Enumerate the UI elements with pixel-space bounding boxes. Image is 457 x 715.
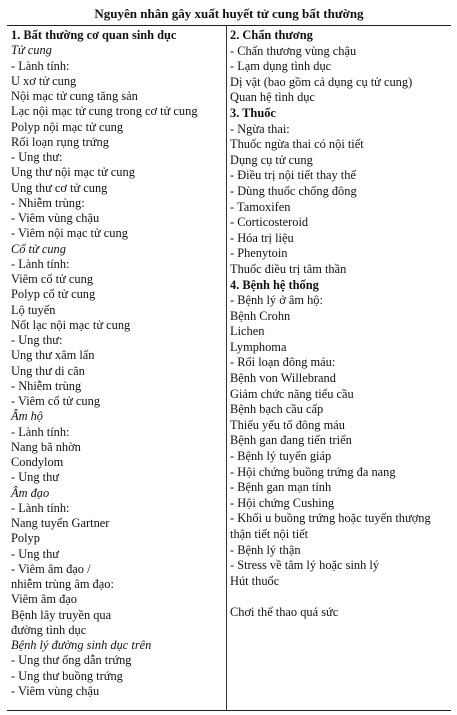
right-list-item: Giảm chức năng tiểu cầu xyxy=(230,386,354,401)
left-subheading: Tử cung xyxy=(11,43,52,58)
left-list-item: - Ung thư ống dẫn trứng xyxy=(11,653,132,668)
left-list-item: Ung thư nội mạc tử cung xyxy=(11,165,135,180)
right-list-item: Thuốc điều trị tâm thần xyxy=(230,261,347,276)
right-list-item: - Hóa trị liệu xyxy=(230,230,294,245)
left-list-item: - Lành tính: xyxy=(11,500,70,515)
left-subheading: Bệnh lý đường sinh dục trên xyxy=(11,638,152,652)
right-spacer xyxy=(230,589,448,605)
right-list-item: - Hội chứng Cushing xyxy=(230,495,335,510)
right-list-item: Thuốc ngừa thai có nội tiết xyxy=(230,137,364,152)
left-list-item: - Nhiễm trùng: xyxy=(11,195,85,210)
left-list-item: - Ung thư: xyxy=(11,333,63,347)
right-section-heading: 3. Thuốc xyxy=(230,105,276,120)
left-list-item: Polyp nội mạc tử cung xyxy=(11,119,124,134)
right-list-item: - Bệnh gan mạn tính xyxy=(230,480,332,495)
left-list-item: - Lành tính: xyxy=(11,256,70,271)
right-list-item: - Khối u buồng trứng hoặc tuyến thượng xyxy=(230,511,431,526)
left-list-item: - Lành tính: xyxy=(11,424,70,439)
right-section-heading: 2. Chấn thương xyxy=(230,28,313,42)
left-list-item: - Viêm vùng chậu xyxy=(11,211,100,225)
left-list-item: - Ung thư: xyxy=(11,150,63,164)
left-list-item: Polyp xyxy=(11,531,40,546)
right-list-item: - Chấn thương vùng chậu xyxy=(230,43,357,58)
left-list-item: Ung thư cơ tử cung xyxy=(11,180,108,195)
left-list-item: - Nhiễm trùng xyxy=(11,378,82,393)
right-list-item: Bệnh Crohn xyxy=(230,308,291,323)
right-list-item: Lichen xyxy=(230,324,265,339)
right-list-item: Thiếu yếu tố đông máu xyxy=(230,417,345,432)
left-list-item: Nang tuyến Gartner xyxy=(11,516,110,530)
left-list-item: Lạc nội mạc tử cung trong cơ tử cung xyxy=(11,104,198,119)
left-subheading: Cổ tử cung xyxy=(11,241,66,256)
left-list-item: Viêm âm đạo xyxy=(11,592,78,607)
left-column xyxy=(11,28,223,699)
left-list-item: - Ung thư buồng trứng xyxy=(11,668,123,683)
column-divider xyxy=(226,26,227,710)
right-column xyxy=(230,28,448,621)
left-list-item: Ung thư xâm lấn xyxy=(11,348,95,363)
right-list-item: - Ngừa thai: xyxy=(230,121,290,136)
left-list-item: - Ung thư xyxy=(11,470,60,485)
left-list-item: - Viêm cổ tử cung xyxy=(11,394,101,408)
left-list-item: Ung thư di căn xyxy=(11,363,85,378)
right-list-item: - Tamoxifen xyxy=(230,199,291,214)
right-list-item: - Stress về tâm lý hoặc sinh lý xyxy=(230,558,380,573)
right-list-item: - Dùng thuốc chống đông xyxy=(230,183,357,198)
left-list-item: Nốt lạc nội mạc tử cung xyxy=(11,317,131,332)
right-list-item: - Rối loạn đông máu: xyxy=(230,355,336,370)
left-list-item: Lộ tuyến xyxy=(11,302,56,317)
left-list-item: nhiễm trùng âm đạo: xyxy=(11,577,114,591)
right-list-item: - Corticosteroid xyxy=(230,215,309,230)
right-list-item: Bệnh von Willebrand xyxy=(230,371,336,386)
right-list-item: Dụng cụ tử cung xyxy=(230,152,313,167)
left-list-item: Polyp cổ tử cung xyxy=(11,287,96,302)
left-list-item: Nội mạc tử cung tăng sản xyxy=(11,89,138,103)
right-section-heading: 4. Bệnh hệ thống xyxy=(230,277,319,292)
right-list-item: - Bệnh lý ở âm hộ: xyxy=(230,293,323,308)
left-list-item: Rối loạn rụng trứng xyxy=(11,134,109,149)
left-list-item: Condylom xyxy=(11,455,64,469)
left-list-item: Nang bã nhờn xyxy=(11,439,81,454)
right-list-item: Hút thuốc xyxy=(230,573,280,588)
left-list-item: - Lành tính: xyxy=(11,58,70,73)
right-list-item: - Bệnh lý tuyến giáp xyxy=(230,449,332,464)
right-list-item: - Bệnh lý thận xyxy=(230,542,301,557)
left-list-item: - Viêm vùng chậu xyxy=(11,683,100,698)
right-list-item: Bệnh gan đang tiến triển xyxy=(230,433,352,448)
left-list-item: - Viêm âm đạo / xyxy=(11,561,91,576)
left-list-item: đường tình dục xyxy=(11,622,87,637)
causes-table xyxy=(7,25,451,711)
left-list-item: Bệnh lây truyền qua xyxy=(11,607,112,622)
right-list-item: Bệnh bạch cầu cấp xyxy=(230,402,324,417)
right-list-item: thận tiết nội tiết xyxy=(230,527,309,541)
right-list-item: Lymphoma xyxy=(230,339,287,354)
right-list-item: - Điều trị nội tiết thay thế xyxy=(230,168,356,183)
right-list-item: - Phenytoin xyxy=(230,246,288,261)
table-title: Nguyên nhân gây xuất huyết tử cung bất thường xyxy=(94,6,364,21)
left-section-heading: 1. Bất thường cơ quan sinh dục xyxy=(11,28,177,42)
left-list-item: Viêm cổ tử cung xyxy=(11,272,94,286)
right-list-item: Chơi thể thao quá sức xyxy=(230,604,339,619)
right-list-item: Dị vật (bao gồm cả dụng cụ tử cung) xyxy=(230,74,413,89)
right-list-item: Quan hệ tình dục xyxy=(230,90,315,105)
left-list-item: - Ung thư xyxy=(11,546,60,561)
left-list-item: - Viêm nội mạc tử cung xyxy=(11,226,128,241)
left-subheading: Âm hộ xyxy=(11,409,44,424)
left-list-item: U xơ tử cung xyxy=(11,73,77,88)
left-subheading: Âm đạo xyxy=(11,485,50,500)
right-list-item: - Hội chứng buồng trứng đa nang xyxy=(230,464,396,479)
right-list-item: - Lạm dụng tình dục xyxy=(230,59,332,74)
